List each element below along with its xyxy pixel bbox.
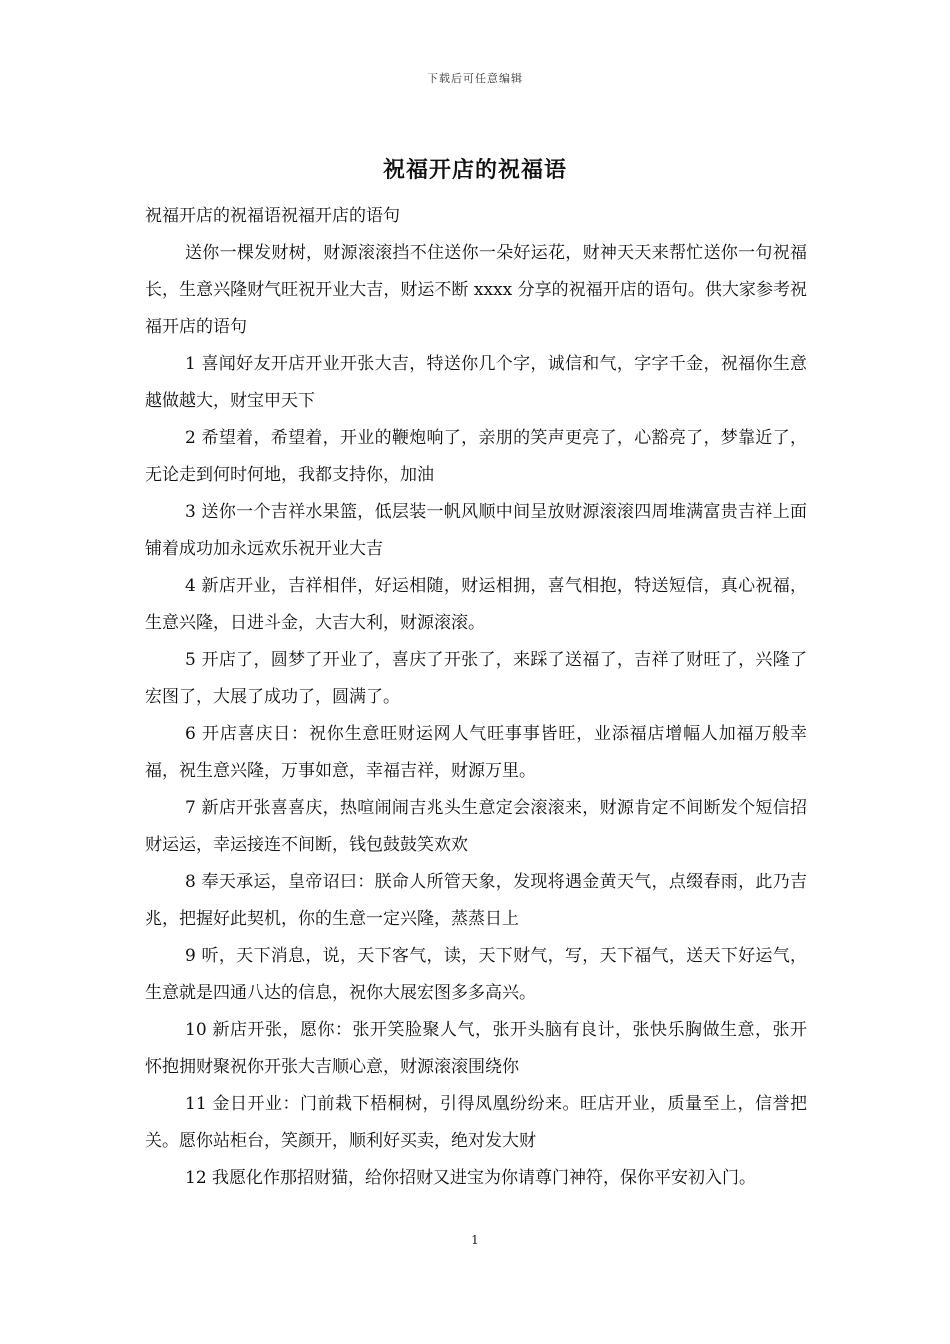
list-item: 4 新店开业，吉祥相伴，好运相随，财运相拥，喜气相抱，特送短信，真心祝福，生意兴隆，日进斗金，大吉大利，财源滚滚。 [145, 576, 807, 633]
list-item: 9 听，天下消息，说，天下客气，读，天下财气，写，天下福气，送天下好运气，生意就是四通八达的信息，祝你大展宏图多多高兴。 [145, 946, 807, 1003]
document-title: 祝福开店的祝福语 [382, 157, 567, 183]
header-note: 下载后可任意编辑 [427, 72, 523, 85]
list-item: 2 希望着，希望着，开业的鞭炮响了，亲朋的笑声更亮了，心豁亮了，梦靠近了，无论走到何时何地，我都支持你，加油 [145, 428, 807, 485]
subtitle-line: 祝福开店的祝福语祝福开店的语句 [145, 206, 400, 226]
intro-paragraph: 送你一棵发财树，财源滚滚挡不住送你一朵好运花，财神天天来帮忙送你一句祝福长，生意兴隆财气旺祝开业大吉，财运不断 xxxx 分享的祝福开店的语句。供大家参考祝福开店的语句 [145, 243, 807, 337]
page-number: 1 [471, 1233, 479, 1247]
list-item: 11 金日开业：门前栽下梧桐树，引得凤凰纷纷来。旺店开业，质量至上，信誉把关。愿你站柜台，笑颜开，顺利好买卖，绝对发大财 [145, 1094, 807, 1151]
list-item: 8 奉天承运，皇帝诏曰：朕命人所管天象，发现将遇金黄天气，点缀春雨，此乃吉兆，把握好此契机，你的生意一定兴隆，蒸蒸日上 [145, 872, 807, 929]
list-item: 7 新店开张喜喜庆，热喧闹闹吉兆头生意定会滚滚来，财源肯定不间断发个短信招财运运，幸运接连不间断，钱包鼓鼓笑欢欢 [145, 798, 807, 855]
document-body [145, 198, 807, 1197]
list-item: 3 送你一个吉祥水果篮，低层装一帆风顺中间呈放财源滚滚四周堆满富贵吉祥上面铺着成功加永远欢乐祝开业大吉 [145, 502, 807, 559]
list-item: 5 开店了，圆梦了开业了，喜庆了开张了，来踩了送福了，吉祥了财旺了，兴隆了宏图了，大展了成功了，圆满了。 [145, 650, 807, 707]
list-item: 1 喜闻好友开店开业开张大吉，特送你几个字，诚信和气，字字千金，祝福你生意越做越大，财宝甲天下 [145, 354, 807, 411]
list-item: 6 开店喜庆日：祝你生意旺财运网人气旺事事皆旺，业添福店增幅人加福万般幸福，祝生意兴隆，万事如意，幸福吉祥，财源万里。 [145, 724, 807, 781]
list-item: 10 新店开张，愿你：张开笑脸聚人气，张开头脑有良计，张快乐胸做生意，张开怀抱拥财聚祝你开张大吉顺心意，财源滚滚围绕你 [145, 1020, 807, 1077]
list-item: 12 我愿化作那招财猫，给你招财又进宝为你请尊门神符，保你平安初入门。 [185, 1168, 757, 1188]
